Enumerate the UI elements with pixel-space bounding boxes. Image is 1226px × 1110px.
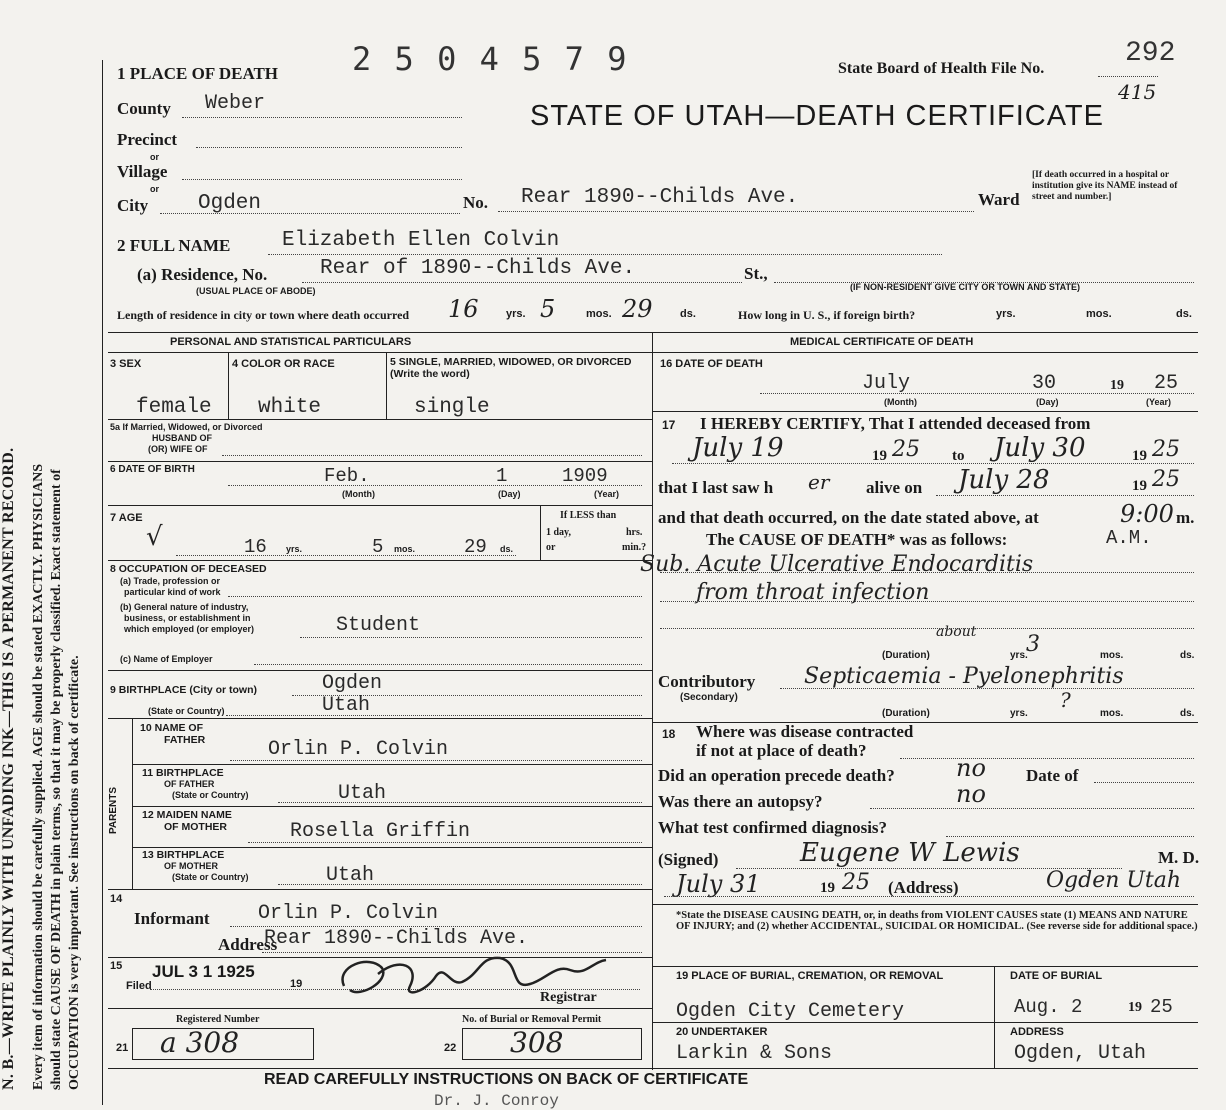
attended-from-date: July 19 <box>692 433 784 463</box>
contributory-label: Contributory <box>658 672 756 691</box>
file-number-label: State Board of Health File No. <box>838 60 1045 77</box>
length-residence-label: Length of residence in city or town where death occurred <box>117 308 410 322</box>
certify-statement: I HEREBY CERTIFY, That I attended deceased from <box>700 414 1091 433</box>
file-number-handwritten: 415 <box>1118 80 1157 104</box>
informant-value: Orlin P. Colvin <box>258 902 439 925</box>
undertaker: Larkin & Sons <box>676 1042 833 1065</box>
city-label: City <box>117 196 149 215</box>
death-day: 30 <box>1032 372 1057 395</box>
informant-address: Rear 1890--Childs Ave. <box>264 927 529 950</box>
county-label: County <box>117 99 171 118</box>
county-value: Weber <box>205 92 266 115</box>
mother-birthplace: Utah <box>326 864 375 887</box>
father-birthplace: Utah <box>338 782 387 805</box>
full-name-label: 2 FULL NAME <box>117 236 231 255</box>
registrar-label: Registrar <box>540 990 597 1005</box>
dob-month: Feb. <box>324 465 370 487</box>
undertaker-address: Ogden, Utah <box>1014 1042 1147 1065</box>
death-year: 25 <box>1154 372 1179 395</box>
sex-value: female <box>136 396 212 419</box>
age-years: 16 <box>244 536 267 558</box>
time-of-death: 9:00 <box>1120 500 1174 528</box>
burial-date: Aug. 2 <box>1014 996 1083 1018</box>
age-days: 29 <box>464 536 487 558</box>
full-name-value: Elizabeth Ellen Colvin <box>282 229 560 252</box>
footer-stamp: Dr. J. Conroy <box>434 1092 559 1110</box>
dob-day: 1 <box>496 465 508 487</box>
margin-line-4: OCCUPATION is very important. See instructions on back of certificate. <box>67 655 82 1090</box>
burial-permit-number: 308 <box>510 1026 564 1059</box>
father-name: Orlin P. Colvin <box>268 738 449 761</box>
age-months: 5 <box>372 536 384 558</box>
parents-label: PARENTS <box>108 786 119 834</box>
birthplace-city: Ogden <box>322 672 383 695</box>
city-value: Ogden <box>198 192 262 215</box>
street-label: St., <box>744 264 768 283</box>
burial-place: Ogden City Cemetery <box>676 1000 905 1023</box>
autopsy-answer: no <box>956 780 986 808</box>
margin-line-3: should state CAUSE OF DEATH in plain terms, so that it may be properly classified. Exact statement of <box>49 469 64 1090</box>
footer-instructions: READ CAREFULLY INSTRUCTIONS ON BACK OF CERTIFICATE <box>264 1071 749 1088</box>
cause-footnote: *State the DISEASE CAUSING DEATH, or, in deaths from VIOLENT CAUSES state (1) MEANS AND NATURE OF INJURY; and (2) whether ACCIDENTAL, SUICIDAL OR HOMICIDAL. (See reverse side for additional space.) <box>676 910 1198 932</box>
precinct-label: Precinct <box>117 130 178 149</box>
operation-answer: no <box>956 754 986 782</box>
ward-label: Ward <box>978 190 1020 209</box>
marital-value: single <box>414 396 490 419</box>
bottom-border <box>108 1068 1198 1069</box>
file-number: 292 <box>1125 38 1176 69</box>
burial-year: 25 <box>1150 996 1173 1018</box>
occupation-value: Student <box>336 614 421 637</box>
filed-date-stamp: JUL 3 1 1925 <box>152 962 255 981</box>
place-of-death-label: 1 PLACE OF DEATH <box>117 64 279 83</box>
dob-year: 1909 <box>562 465 608 487</box>
duration-secondary: ? <box>1060 688 1071 712</box>
informant-label: Informant <box>134 909 210 928</box>
duration-primary: 3 <box>1026 632 1040 657</box>
margin-line-1: N. B.—WRITE PLAINLY WITH UNFADING INK—THIS IS A PERMANENT RECORD. <box>0 447 17 1090</box>
signature-date: July 31 <box>676 870 761 898</box>
birthplace-state: Utah <box>322 694 371 717</box>
death-month: July <box>862 372 911 395</box>
physician-signature: Eugene W Lewis <box>800 838 1020 868</box>
attended-to-date: July 30 <box>994 433 1086 463</box>
last-seen-alive-date: July 28 <box>958 465 1050 495</box>
left-border <box>102 60 103 1105</box>
physician-address: Ogden Utah <box>1046 868 1182 893</box>
margin-instructions <box>0 10 85 1090</box>
margin-line-2: Every item of information should be carefully supplied. AGE should be stated EXACTLY. PHYSICIANS <box>31 463 46 1090</box>
contributory-cause: Septicaemia - Pyelonephritis <box>804 664 1124 689</box>
certificate-title: STATE OF UTAH—DEATH CERTIFICATE <box>530 100 1104 132</box>
residence-label: (a) Residence, No. <box>137 265 268 284</box>
race-value: white <box>258 396 322 419</box>
am-pm: A.M. <box>1106 527 1152 549</box>
section-top-border <box>108 332 1198 333</box>
registered-number: a 308 <box>160 1026 240 1059</box>
cause-of-death-line2: from throat infection <box>696 580 930 605</box>
center-divider <box>652 333 653 1070</box>
street-no-label: No. <box>463 193 489 212</box>
us-residence-label: How long in U. S., if foreign birth? <box>738 308 916 322</box>
residence-value: Rear of 1890--Childs Ave. <box>320 257 636 280</box>
village-label: Village <box>117 162 168 181</box>
medical-section-title: MEDICAL CERTIFICATE OF DEATH <box>790 336 974 348</box>
mother-name: Rosella Griffin <box>290 820 471 843</box>
ward-note: [If death occurred in a hospital or institution give its NAME instead of street and number.] <box>1032 170 1178 202</box>
certificate-number: 2 5 0 4 5 7 9 <box>352 40 629 78</box>
personal-section-title: PERSONAL AND STATISTICAL PARTICULARS <box>170 336 412 348</box>
informant-address-label: Address <box>218 935 278 954</box>
street-no-value: Rear 1890--Childs Ave. <box>521 186 799 209</box>
cause-of-death-line1: Sub. Acute Ulcerative Endocarditis <box>640 552 1034 577</box>
